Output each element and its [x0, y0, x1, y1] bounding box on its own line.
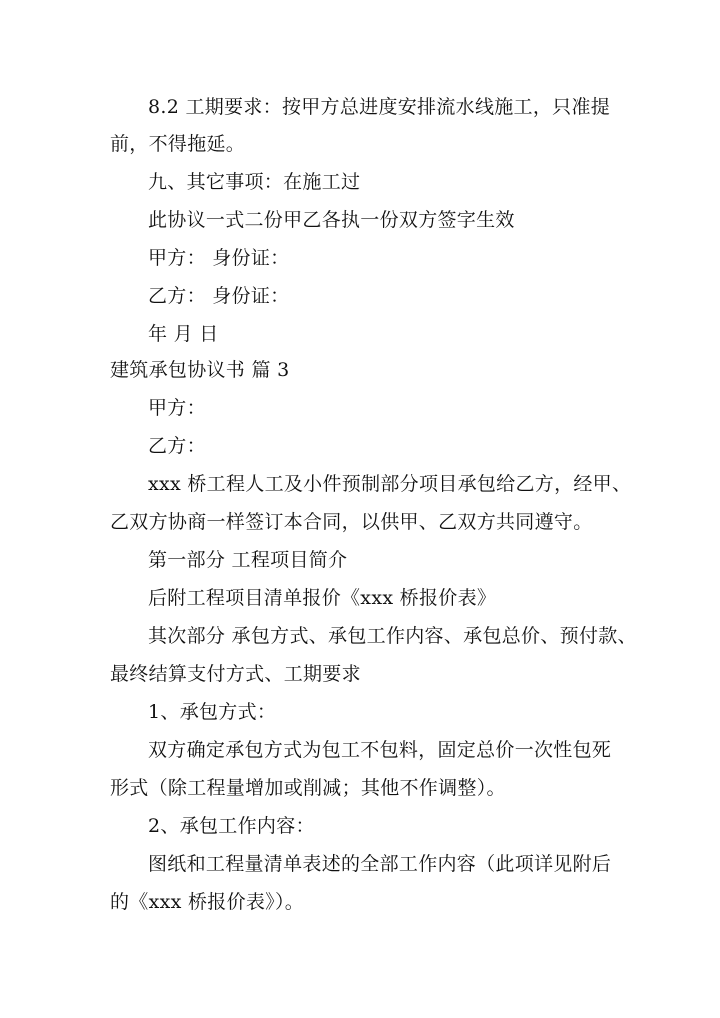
- preamble-line-1: xxx 桥工程人工及小件预制部分项目承包给乙方，经甲、: [148, 473, 632, 495]
- clause-8-2-line-1: 8.2 工期要求：按甲方总进度安排流水线施工，只准提: [148, 96, 611, 118]
- item-2-body-line-1: 图纸和工程量清单表述的全部工作内容（此项详见附后: [148, 853, 612, 875]
- part-2-heading-line-2: 最终结算支付方式、工期要求: [110, 663, 361, 685]
- date-line: 年 月 日: [148, 323, 219, 345]
- item-1-body-line-1: 双方确定承包方式为包工不包料，固定总价一次性包死: [148, 739, 612, 761]
- quote-reference: 后附工程项目清单报价《xxx 桥报价表》: [148, 587, 497, 609]
- party-a-line: 甲方：: [148, 397, 206, 419]
- item-1-body-line-2: 形式（除工程量增加或削减；其他不作调整）。: [110, 777, 506, 799]
- preamble-line-2: 乙双方协商一样签订本合同，以供甲、乙双方共同遵守。: [110, 511, 593, 533]
- part-2-heading-line-1: 其次部分 承包方式、承包工作内容、承包总价、预付款、: [148, 625, 637, 647]
- party-b-id-line: 乙方： 身份证：: [148, 285, 290, 307]
- copies-statement: 此协议一式二份甲乙各执一份双方签字生效: [148, 209, 515, 231]
- item-1-heading: 1、承包方式：: [148, 701, 277, 723]
- part-1-heading: 第一部分 工程项目简介: [148, 549, 348, 571]
- clause-9-heading: 九、其它事项：在施工过: [148, 171, 361, 193]
- section-title: 建筑承包协议书 篇 3: [110, 359, 290, 381]
- item-2-heading: 2、承包工作内容：: [148, 815, 315, 837]
- clause-8-2-line-2: 前，不得拖延。: [110, 133, 246, 155]
- party-b-line: 乙方：: [148, 435, 206, 457]
- party-a-id-line: 甲方： 身份证：: [148, 247, 290, 269]
- item-2-body-line-2: 的《xxx 桥报价表》）。: [110, 891, 305, 913]
